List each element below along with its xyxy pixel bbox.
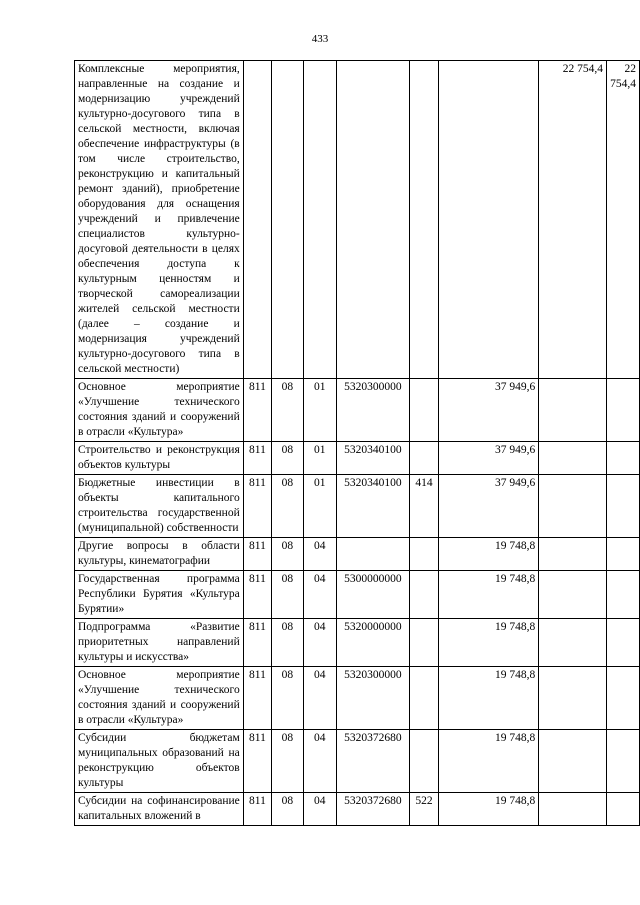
amount-cell: 19 748,8 [439, 619, 539, 667]
rz-cell: 08 [272, 475, 303, 538]
amount-cell [607, 538, 640, 571]
pr-cell: 04 [303, 667, 336, 730]
amount-cell: 19 748,8 [439, 538, 539, 571]
amount-cell: 19 748,8 [439, 793, 539, 826]
amount-cell [539, 730, 607, 793]
ved-cell: 811 [243, 538, 271, 571]
csr-cell: 5320300000 [336, 379, 409, 442]
ved-cell: 811 [243, 730, 271, 793]
amount-cell [607, 793, 640, 826]
csr-cell: 5320372680 [336, 730, 409, 793]
amount-cell [607, 379, 640, 442]
csr-cell: 5320300000 [336, 667, 409, 730]
budget-table [74, 60, 640, 826]
vr-cell: 414 [409, 475, 438, 538]
ved-cell: 811 [243, 379, 271, 442]
amount-cell [539, 538, 607, 571]
pr-cell: 01 [303, 379, 336, 442]
amount-cell: 19 748,8 [439, 730, 539, 793]
ved-cell: 811 [243, 475, 271, 538]
amount-cell [607, 667, 640, 730]
rz-cell: 08 [272, 442, 303, 475]
amount-cell [539, 379, 607, 442]
table-row [75, 442, 640, 475]
name-cell: Основное мероприятие «Улучшение технического состояния зданий и сооружений в отрасли «Культура» [75, 667, 244, 730]
amount-cell [539, 619, 607, 667]
table-row [75, 538, 640, 571]
csr-cell [336, 61, 409, 379]
pr-cell: 04 [303, 730, 336, 793]
page-number: 433 [311, 33, 329, 45]
table-row [75, 730, 640, 793]
pr-cell: 01 [303, 442, 336, 475]
ved-cell: 811 [243, 571, 271, 619]
pr-cell: 04 [303, 538, 336, 571]
name-cell: Другие вопросы в области культуры, кинематографии [75, 538, 244, 571]
rz-cell: 08 [272, 538, 303, 571]
amount-cell [539, 475, 607, 538]
rz-cell: 08 [272, 793, 303, 826]
vr-cell [409, 619, 438, 667]
amount-cell [539, 571, 607, 619]
amount-cell [539, 667, 607, 730]
ved-cell: 811 [243, 667, 271, 730]
rz-cell: 08 [272, 667, 303, 730]
name-cell: Строительство и реконструкция объектов культуры [75, 442, 244, 475]
vr-cell [409, 379, 438, 442]
amount-cell: 19 748,8 [439, 571, 539, 619]
amount-cell [439, 61, 539, 379]
rz-cell [272, 61, 303, 379]
rz-cell: 08 [272, 619, 303, 667]
amount-cell: 22 754,4 [607, 61, 640, 379]
amount-cell: 37 949,6 [439, 475, 539, 538]
table-row [75, 475, 640, 538]
csr-cell: 5320340100 [336, 442, 409, 475]
rz-cell: 08 [272, 379, 303, 442]
amount-cell [607, 571, 640, 619]
csr-cell [336, 538, 409, 571]
amount-cell: 37 949,6 [439, 379, 539, 442]
table-row [75, 61, 640, 379]
name-cell: Основное мероприятие «Улучшение технического состояния зданий и сооружений в отрасли «Культура» [75, 379, 244, 442]
name-cell: Субсидии на софинансирование капитальных вложений в [75, 793, 244, 826]
ved-cell [243, 61, 271, 379]
amount-cell [607, 730, 640, 793]
rz-cell: 08 [272, 730, 303, 793]
amount-cell [539, 442, 607, 475]
vr-cell [409, 61, 438, 379]
table-row [75, 667, 640, 730]
pr-cell: 04 [303, 619, 336, 667]
csr-cell: 5320340100 [336, 475, 409, 538]
ved-cell: 811 [243, 793, 271, 826]
vr-cell [409, 667, 438, 730]
amount-cell: 22 754,4 [539, 61, 607, 379]
amount-cell: 37 949,6 [439, 442, 539, 475]
name-cell: Бюджетные инвестиции в объекты капитального строительства государственной (муниципальной) собственности [75, 475, 244, 538]
name-cell: Комплексные мероприятия, направленные на создание и модернизацию учреждений культурно-досугового типа в сельской местности, включая обеспечение инфраструктуры (в том числе строительство, реконструкцию и капитальный ремонт зданий), приобретение оборудования для оснащения учреждений и привлечение специалистов культурно-досуговой деятельности в целях обеспечения доступа к культурным ценностям и творческой самореализации жителей сельской местности (далее – создание и модернизация учреждений культурно-досугового типа в сельской местности) [75, 61, 244, 379]
amount-cell [539, 793, 607, 826]
table-row [75, 793, 640, 826]
table-body [75, 61, 640, 826]
csr-cell: 5300000000 [336, 571, 409, 619]
ved-cell: 811 [243, 619, 271, 667]
rz-cell: 08 [272, 571, 303, 619]
amount-cell: 19 748,8 [439, 667, 539, 730]
csr-cell: 5320372680 [336, 793, 409, 826]
pr-cell [303, 61, 336, 379]
csr-cell: 5320000000 [336, 619, 409, 667]
vr-cell [409, 730, 438, 793]
name-cell: Подпрограмма «Развитие приоритетных направлений культуры и искусства» [75, 619, 244, 667]
name-cell: Субсидии бюджетам муниципальных образований на реконструкцию объектов культуры [75, 730, 244, 793]
amount-cell [607, 475, 640, 538]
ved-cell: 811 [243, 442, 271, 475]
vr-cell [409, 442, 438, 475]
table-row [75, 379, 640, 442]
pr-cell: 04 [303, 571, 336, 619]
vr-cell [409, 571, 438, 619]
amount-cell [607, 442, 640, 475]
name-cell: Государственная программа Республики Бурятия «Культура Бурятии» [75, 571, 244, 619]
amount-cell [607, 619, 640, 667]
pr-cell: 04 [303, 793, 336, 826]
table-row [75, 571, 640, 619]
vr-cell [409, 538, 438, 571]
pr-cell: 01 [303, 475, 336, 538]
vr-cell: 522 [409, 793, 438, 826]
table-row [75, 619, 640, 667]
